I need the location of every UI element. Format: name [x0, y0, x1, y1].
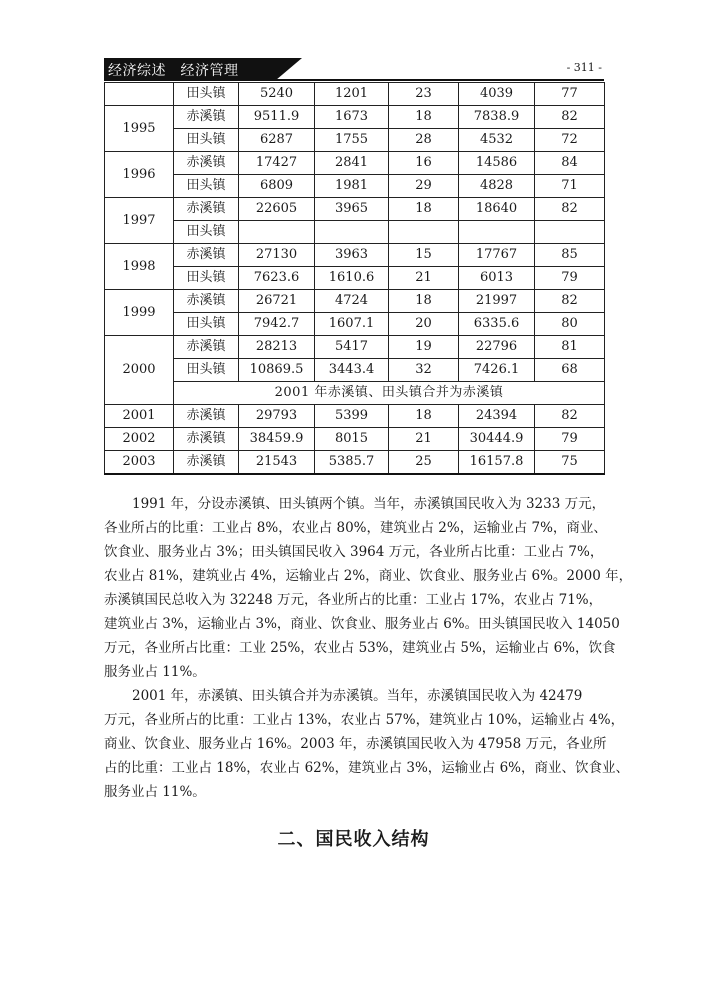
- value-cell: 10869.5: [239, 359, 315, 382]
- value-cell: 18: [389, 405, 459, 428]
- year-cell: 2000: [105, 336, 174, 405]
- header-section-title: 经济综述 经济管理: [108, 63, 239, 79]
- value-cell: [389, 221, 459, 244]
- value-cell: 18: [389, 198, 459, 221]
- value-cell: 5385.7: [315, 451, 389, 475]
- value-cell: 17767: [459, 244, 535, 267]
- value-cell: 19: [389, 336, 459, 359]
- text-line: 1991 年，分设赤溪镇、田头镇两个镇。当年，赤溪镇国民收入为 3233 万元，: [132, 496, 606, 512]
- value-cell: 16: [389, 152, 459, 175]
- town-cell: 田头镇: [174, 129, 239, 152]
- year-cell: 1997: [105, 198, 174, 244]
- text-line: 服务业占 11%。: [104, 664, 206, 680]
- value-cell: 1673: [315, 106, 389, 129]
- year-cell: 1996: [105, 152, 174, 198]
- value-cell: 6809: [239, 175, 315, 198]
- year-cell: 1998: [105, 244, 174, 290]
- value-cell: 15: [389, 244, 459, 267]
- value-cell: 82: [535, 198, 605, 221]
- value-cell: 72: [535, 129, 605, 152]
- town-cell: 赤溪镇: [174, 152, 239, 175]
- town-cell: 赤溪镇: [174, 198, 239, 221]
- value-cell: 30444.9: [459, 428, 535, 451]
- page-header: [104, 58, 604, 80]
- paragraph-2001-2003: [104, 684, 630, 804]
- value-cell: 4724: [315, 290, 389, 313]
- table-row: [105, 313, 605, 336]
- value-cell: 4532: [459, 129, 535, 152]
- value-cell: 32: [389, 359, 459, 382]
- town-cell: 赤溪镇: [174, 451, 239, 475]
- value-cell: [239, 221, 315, 244]
- text-line: 饮食业、服务业占 3%；田头镇国民收入 3964 万元，各业所占比重：工业占 7%，: [104, 544, 604, 560]
- value-cell: 21: [389, 267, 459, 290]
- value-cell: 1755: [315, 129, 389, 152]
- value-cell: 6287: [239, 129, 315, 152]
- value-cell: 82: [535, 405, 605, 428]
- header-rule: [104, 79, 604, 81]
- text-line: 2001 年，赤溪镇、田头镇合并为赤溪镇。当年，赤溪镇国民收入为 42479: [132, 688, 583, 704]
- town-cell: 赤溪镇: [174, 336, 239, 359]
- value-cell: 22605: [239, 198, 315, 221]
- text-line: 建筑业占 3%，运输业占 3%，商业、饮食业、服务业占 6%。田头镇国民收入 14050: [104, 616, 620, 632]
- value-cell: 71: [535, 175, 605, 198]
- value-cell: 27130: [239, 244, 315, 267]
- table-row: [105, 83, 605, 106]
- value-cell: 21543: [239, 451, 315, 475]
- text-line: 服务业占 11%。: [104, 784, 206, 800]
- value-cell: 68: [535, 359, 605, 382]
- value-cell: 29: [389, 175, 459, 198]
- value-cell: 6335.6: [459, 313, 535, 336]
- year-cell: 1999: [105, 290, 174, 336]
- value-cell: 4828: [459, 175, 535, 198]
- text-line: 农业占 81%，建筑业占 4%，运输业占 2%，商业、饮食业、服务业占 6%。2000 年，: [104, 568, 633, 584]
- value-cell: 7426.1: [459, 359, 535, 382]
- value-cell: 2841: [315, 152, 389, 175]
- table-row: [105, 428, 605, 451]
- text-line: 万元，各业所占比重：工业 25%，农业占 53%，建筑业占 5%，运输业占 6%，饮食: [104, 640, 616, 656]
- value-cell: 28: [389, 129, 459, 152]
- value-cell: 25: [389, 451, 459, 475]
- value-cell: 1607.1: [315, 313, 389, 336]
- table-row: [105, 451, 605, 475]
- table-row: [105, 382, 605, 405]
- table-row: [105, 359, 605, 382]
- value-cell: 18640: [459, 198, 535, 221]
- town-cell: 田头镇: [174, 359, 239, 382]
- value-cell: 75: [535, 451, 605, 475]
- value-cell: 5399: [315, 405, 389, 428]
- value-cell: 26721: [239, 290, 315, 313]
- value-cell: 1610.6: [315, 267, 389, 290]
- value-cell: 82: [535, 290, 605, 313]
- year-cell: [105, 83, 174, 106]
- value-cell: 1201: [315, 83, 389, 106]
- table-row: [105, 336, 605, 359]
- value-cell: [535, 221, 605, 244]
- value-cell: 14586: [459, 152, 535, 175]
- value-cell: 23: [389, 83, 459, 106]
- value-cell: 3443.4: [315, 359, 389, 382]
- table-row: [105, 129, 605, 152]
- income-table: [104, 82, 605, 475]
- value-cell: 7623.6: [239, 267, 315, 290]
- value-cell: 79: [535, 267, 605, 290]
- value-cell: 20: [389, 313, 459, 336]
- table-row: [105, 267, 605, 290]
- year-cell: 2002: [105, 428, 174, 451]
- year-cell: 2003: [105, 451, 174, 475]
- table-row: [105, 290, 605, 313]
- table-row: [105, 405, 605, 428]
- value-cell: 3965: [315, 198, 389, 221]
- town-cell: 田头镇: [174, 267, 239, 290]
- value-cell: 79: [535, 428, 605, 451]
- text-line: 商业、饮食业、服务业占 16%。2003 年，赤溪镇国民收入为 47958 万元，各业所: [104, 736, 607, 752]
- value-cell: 4039: [459, 83, 535, 106]
- town-cell: 田头镇: [174, 221, 239, 244]
- value-cell: 82: [535, 106, 605, 129]
- table-row: [105, 198, 605, 221]
- table-row: [105, 175, 605, 198]
- text-line: 各业所占的比重：工业占 8%，农业占 80%，建筑业占 2%，运输业占 7%，商业、: [104, 520, 607, 536]
- paragraph-1991-2000: [104, 492, 633, 684]
- text-line: 万元，各业所占的比重：工业占 13%，农业占 57%，建筑业占 10%，运输业占 4%，: [104, 712, 625, 728]
- table-row: [105, 244, 605, 267]
- value-cell: 16157.8: [459, 451, 535, 475]
- text-line: 占的比重：工业占 18%，农业占 62%，建筑业占 3%，运输业占 6%，商业、饮食业、: [104, 760, 630, 776]
- merge-note: 2001 年赤溪镇、田头镇合并为赤溪镇: [174, 382, 605, 405]
- value-cell: 18: [389, 106, 459, 129]
- value-cell: 7942.7: [239, 313, 315, 336]
- value-cell: 28213: [239, 336, 315, 359]
- value-cell: 77: [535, 83, 605, 106]
- year-cell: 2001: [105, 405, 174, 428]
- town-cell: 赤溪镇: [174, 405, 239, 428]
- value-cell: 8015: [315, 428, 389, 451]
- header-section-tab: [104, 58, 276, 80]
- value-cell: 5240: [239, 83, 315, 106]
- table-row: [105, 152, 605, 175]
- value-cell: 5417: [315, 336, 389, 359]
- value-cell: 17427: [239, 152, 315, 175]
- value-cell: 81: [535, 336, 605, 359]
- value-cell: 21997: [459, 290, 535, 313]
- town-cell: 赤溪镇: [174, 244, 239, 267]
- value-cell: 29793: [239, 405, 315, 428]
- section-heading: 二、国民收入结构: [277, 829, 430, 850]
- page-number: - 311 -: [566, 61, 602, 74]
- year-cell: 1995: [105, 106, 174, 152]
- value-cell: 24394: [459, 405, 535, 428]
- table-row: [105, 106, 605, 129]
- value-cell: 85: [535, 244, 605, 267]
- town-cell: 田头镇: [174, 83, 239, 106]
- value-cell: 84: [535, 152, 605, 175]
- table-row: [105, 221, 605, 244]
- town-cell: 田头镇: [174, 313, 239, 336]
- town-cell: 赤溪镇: [174, 428, 239, 451]
- value-cell: 6013: [459, 267, 535, 290]
- value-cell: 18: [389, 290, 459, 313]
- value-cell: 80: [535, 313, 605, 336]
- value-cell: [315, 221, 389, 244]
- value-cell: 7838.9: [459, 106, 535, 129]
- value-cell: 21: [389, 428, 459, 451]
- value-cell: 38459.9: [239, 428, 315, 451]
- text-line: 赤溪镇国民总收入为 32248 万元，各业所占的比重：工业占 17%，农业占 71%，: [104, 592, 603, 608]
- value-cell: 1981: [315, 175, 389, 198]
- town-cell: 田头镇: [174, 175, 239, 198]
- value-cell: 3963: [315, 244, 389, 267]
- value-cell: 22796: [459, 336, 535, 359]
- value-cell: 9511.9: [239, 106, 315, 129]
- town-cell: 赤溪镇: [174, 106, 239, 129]
- town-cell: 赤溪镇: [174, 290, 239, 313]
- value-cell: [459, 221, 535, 244]
